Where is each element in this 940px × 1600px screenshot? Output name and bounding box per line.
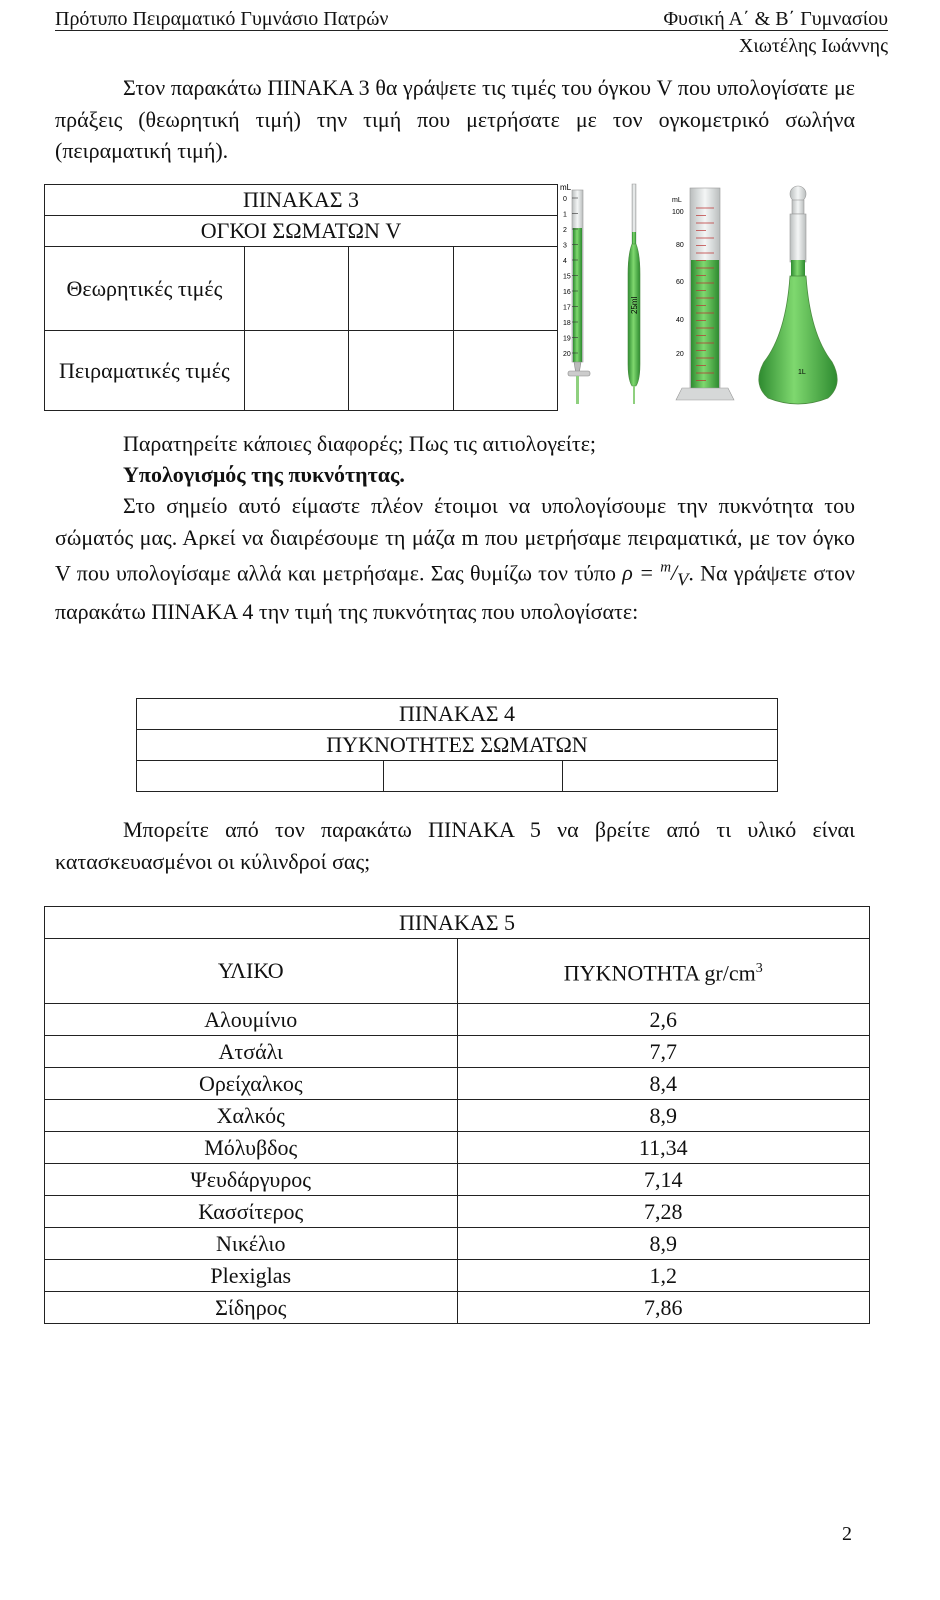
table-row	[45, 1292, 870, 1324]
table-row	[45, 1228, 870, 1260]
table-5-intro-text: Μπορείτε από τον παρακάτω ΠΙΝΑΚΑ 5 να βρείτε από τι υλικό είναι κατασκευασμένοι οι κύλινδροί σας;	[55, 817, 855, 874]
density-cell: 8,9	[457, 1100, 870, 1132]
pipette	[628, 184, 640, 404]
header-school: Πρότυπο Πειραματικό Γυμνάσιο Πατρών	[55, 8, 389, 30]
table-5	[44, 906, 870, 1324]
table-row	[45, 1004, 870, 1036]
density-header-exponent: 3	[755, 960, 763, 976]
density-cell: 11,34	[457, 1132, 870, 1164]
material-cell: Κασσίτερος	[45, 1196, 458, 1228]
cylinder-tick-label: 100	[672, 209, 684, 216]
table-4-cell[interactable]	[384, 761, 563, 792]
graduated-cylinder	[672, 188, 734, 400]
table-5-title: ΠΙΝΑΚΑΣ 5	[45, 907, 870, 939]
density-cell: 8,9	[457, 1228, 870, 1260]
material-cell: Νικέλιο	[45, 1228, 458, 1260]
cylinder-tick-label: 20	[676, 351, 684, 358]
header-author: Χιωτέλης Ιωάννης	[738, 35, 888, 57]
table-3-cell[interactable]	[453, 247, 557, 331]
burette-unit: mL	[560, 183, 572, 192]
material-cell: Ψευδάργυρος	[45, 1164, 458, 1196]
density-header-text: ΠΥΚΝΟΤΗΤΑ gr/cm	[563, 960, 756, 986]
table-3-row-experimental-label: Πειραματικές τιμές	[45, 331, 245, 411]
density-cell: 8,4	[457, 1068, 870, 1100]
question-text: Παρατηρείτε κάποιες διαφορές; Πως τις αιτιολογείτε;	[123, 431, 597, 456]
table-3-cell[interactable]	[453, 331, 557, 411]
density-cell: 7,14	[457, 1164, 870, 1196]
table-row	[45, 1068, 870, 1100]
burette-tick-label: 1	[563, 211, 567, 219]
table-3-title: ΠΙΝΑΚΑΣ 3	[45, 185, 558, 216]
density-cell: 2,6	[457, 1004, 870, 1036]
cylinder-tick-label: 80	[676, 242, 684, 249]
cylinder-tick-label: 40	[676, 317, 684, 324]
table-3-cell[interactable]	[349, 247, 453, 331]
table-row	[45, 1100, 870, 1132]
flask-label: 1L	[798, 369, 806, 376]
formula-lhs: ρ =	[622, 560, 654, 586]
burette-tick-label: 2	[563, 227, 567, 234]
material-cell: Μόλυβδος	[45, 1132, 458, 1164]
density-heading	[55, 459, 855, 491]
density-paragraph	[55, 490, 855, 628]
burette-tick-label: 4	[563, 258, 567, 265]
cylinder-tick-label: 60	[676, 279, 684, 286]
burette-tick-label: 15	[563, 273, 571, 281]
burette-tick-label: 18	[563, 320, 571, 327]
intro-paragraph	[55, 72, 855, 167]
burette-tick-label: 17	[563, 304, 571, 312]
material-cell: Αλουμίνιο	[45, 1004, 458, 1036]
question-paragraph	[55, 428, 855, 460]
table-5-col-material-header: ΥΛΙΚΟ	[45, 939, 458, 1004]
burette-tick-label: 0	[563, 196, 567, 203]
table-row	[45, 1036, 870, 1068]
density-cell: 1,2	[457, 1260, 870, 1292]
volumetric-flask	[759, 186, 837, 404]
table-3	[44, 184, 558, 411]
table-4-title: ΠΙΝΑΚΑΣ 4	[137, 699, 778, 730]
burette-tick-label: 19	[563, 335, 571, 343]
burette	[560, 183, 590, 404]
density-text-before: Στο σημείο αυτό είμαστε πλέον έτοιμοι να υπολογίσουμε την πυκνότητα του σώματός μας. Αρκεί να διαιρέσουμε τη μάζα m που μετρήσαμε πειραματικά, με τον όγκο V που υπολογίσαμε αλλά και μετρήσαμε. Σας θυμίζω τον τύπο	[55, 493, 855, 586]
intro-text: Στον παρακάτω ΠΙΝΑΚΑ 3 θα γράψετε τις τιμές του όγκου V που υπολογίσατε με πράξεις (θεωρητική τιμή) την τιμή που μετρήσατε με τον ογκομετρικό σωλήνα (πειραματική τιμή).	[55, 75, 855, 163]
pipette-label: 25ml	[630, 296, 639, 314]
table-row	[45, 1164, 870, 1196]
table-3-cell[interactable]	[349, 331, 453, 411]
material-cell: Ατσάλι	[45, 1036, 458, 1068]
cylinder-unit: mL	[672, 197, 682, 204]
density-cell: 7,7	[457, 1036, 870, 1068]
table-3-cell[interactable]	[244, 247, 348, 331]
table-row	[45, 1132, 870, 1164]
density-formula: $\rho = ^m/_V$	[622, 560, 689, 590]
density-cell: 7,28	[457, 1196, 870, 1228]
burette-tick-label: 16	[563, 289, 571, 296]
material-cell: Plexiglas	[45, 1260, 458, 1292]
table-5-col-density-header	[457, 939, 870, 1004]
formula-numerator: m	[660, 560, 672, 576]
table-4-cell[interactable]	[563, 761, 778, 792]
table-3-subtitle: ΟΓΚΟΙ ΣΩΜΑΤΩΝ V	[45, 216, 558, 247]
table-5-intro	[55, 814, 855, 877]
table-3-cell[interactable]	[244, 331, 348, 411]
density-text-after: . Να γράψετε στον παρακάτω ΠΙΝΑΚΑ 4 την τιμή της πυκνότητας που υπολογίσατε:	[55, 560, 855, 625]
density-cell: 7,86	[457, 1292, 870, 1324]
table-3-row-theoretical-label: Θεωρητικές τιμές	[45, 247, 245, 331]
table-4	[136, 698, 778, 792]
table-row	[45, 1196, 870, 1228]
table-4-cell[interactable]	[137, 761, 384, 792]
burette-tick-label: 3	[563, 242, 567, 250]
header-right	[663, 8, 888, 58]
burette-tick-label: 20	[563, 351, 571, 358]
lab-glassware-illustration	[560, 183, 866, 416]
formula-denominator: V	[677, 569, 689, 590]
material-cell: Σίδηρος	[45, 1292, 458, 1324]
table-row	[45, 1260, 870, 1292]
material-cell: Ορείχαλκος	[45, 1068, 458, 1100]
header-subject: Φυσική Α΄ & Β΄ Γυμνασίου	[663, 8, 888, 30]
page-number: 2	[842, 1523, 852, 1545]
density-heading-text: Υπολογισμός της πυκνότητας.	[123, 462, 405, 487]
table-4-subtitle: ΠΥΚΝΟΤΗΤΕΣ ΣΩΜΑΤΩΝ	[137, 730, 778, 761]
header-rule	[55, 30, 888, 31]
material-cell: Χαλκός	[45, 1100, 458, 1132]
